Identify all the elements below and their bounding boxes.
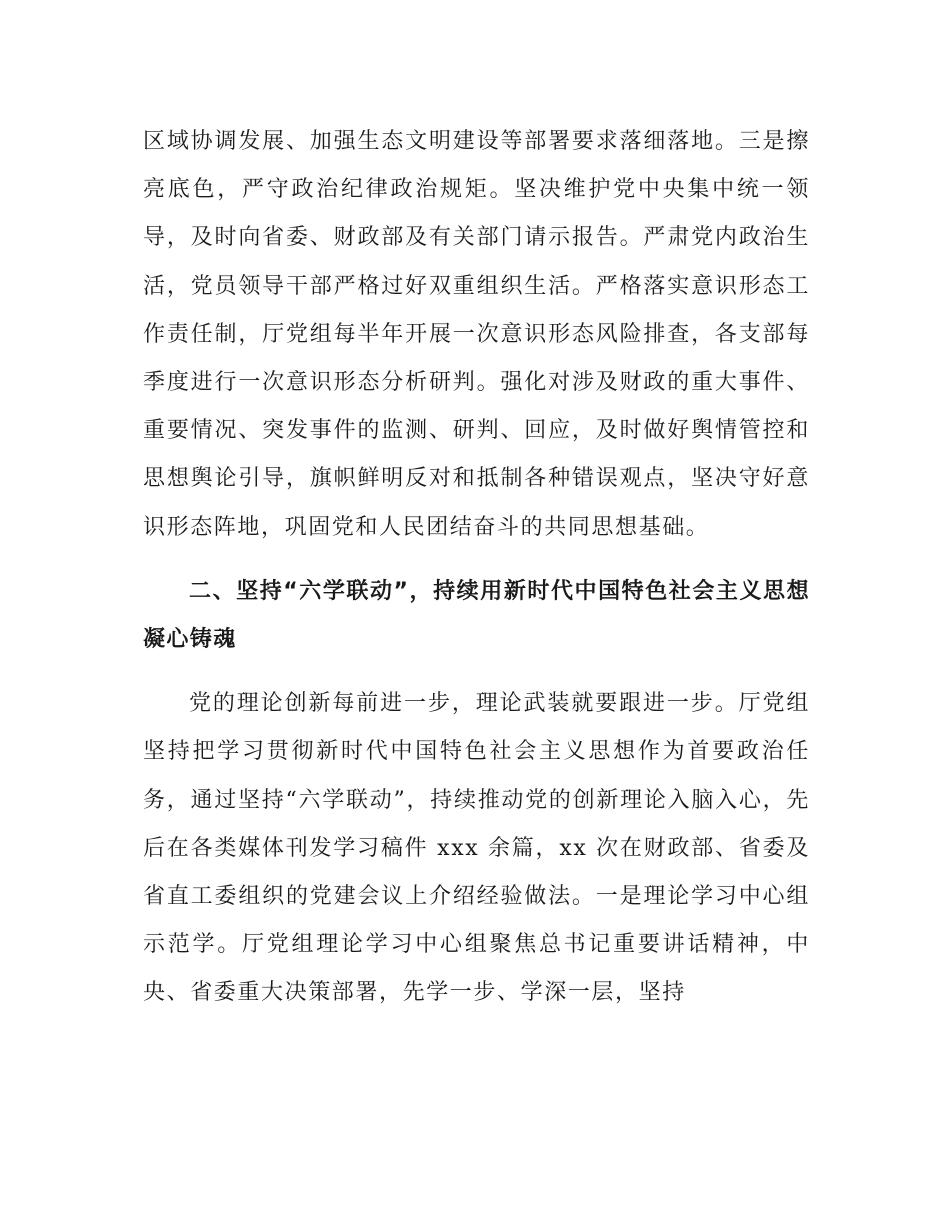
document-body	[143, 118, 810, 1018]
spacer	[143, 664, 810, 680]
body-paragraph-2: 党的理论创新每前进一步，理论武装就要跟进一步。厅党组坚持把学习贯彻新时代中国特色社会主义思想作为首要政治任务，通过坚持“六学联动”，持续推动党的创新理论入脑入心，先后在各类媒体刊发学习稿件 xxx 余篇，xx 次在财政部、省委及省直工委组织的党建会议上介绍经验做法。一是理论学习中心组示范学。厅党组理论学习中心组聚焦总书记重要讲话精神，中央、省委重大决策部署，先学一步、学深一层，坚持	[143, 691, 810, 1006]
section-heading-2: 二、坚持“六学联动”，持续用新时代中国特色社会主义思想凝心铸魂	[143, 578, 810, 653]
body-paragraph-1: 区域协调发展、加强生态文明建设等部署要求落细落地。三是擦亮底色，严守政治纪律政治规矩。坚决维护党中央集中统一领导，及时向省委、财政部及有关部门请示报告。严肃党内政治生活，党员领导干部严格过好双重组织生活。严格落实意识形态工作责任制，厅党组每半年开展一次意识形态风险排查，各支部每季度进行一次意识形态分析研判。强化对涉及财政的重大事件、重要情况、突发事件的监测、研判、回应，及时做好舆情管控和思想舆论引导，旗帜鲜明反对和抵制各种错误观点，坚决守好意识形态阵地，巩固党和人民团结奋斗的共同思想基础。	[143, 129, 810, 540]
spacer	[143, 552, 810, 568]
